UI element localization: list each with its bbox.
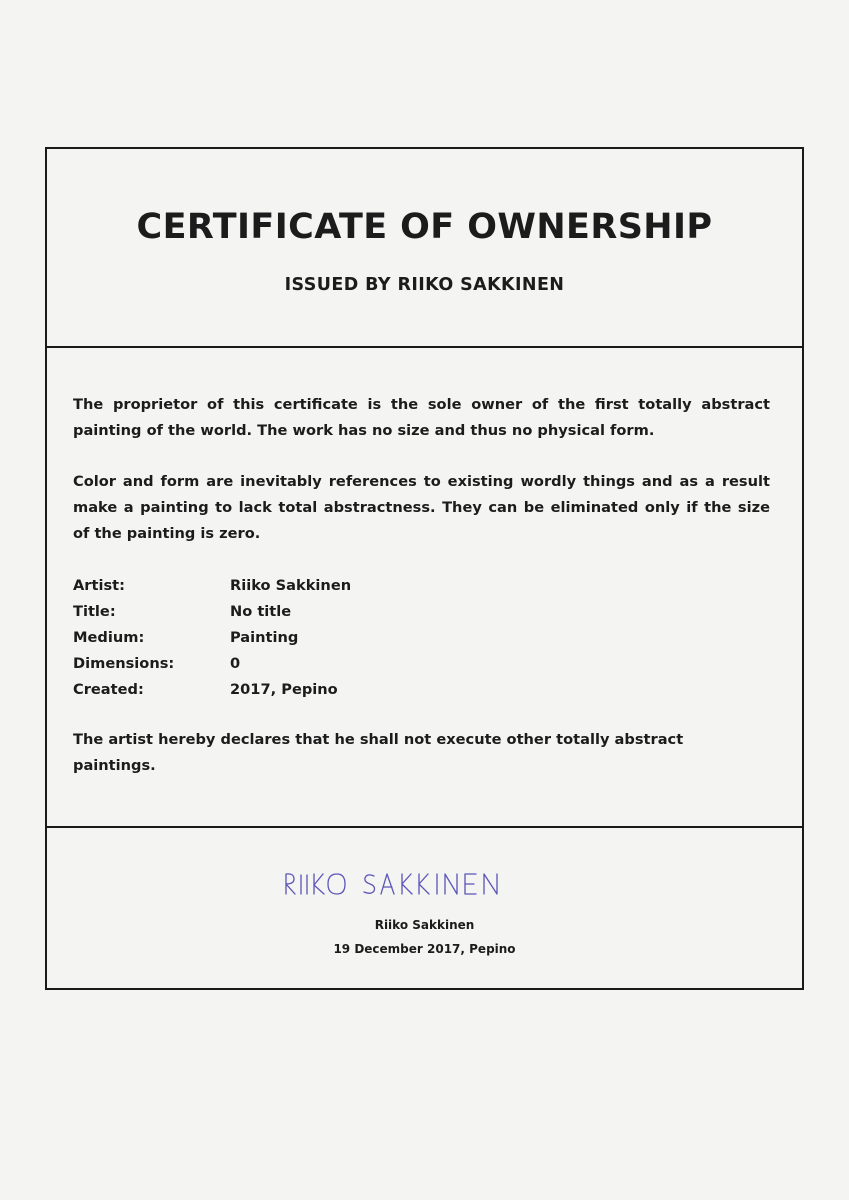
detail-label: Medium: bbox=[73, 629, 145, 646]
detail-row-created bbox=[73, 677, 673, 703]
certificate-header bbox=[47, 149, 802, 348]
detail-value: Riiko Sakkinen bbox=[230, 577, 352, 594]
detail-label: Artist: bbox=[73, 577, 125, 594]
detail-value: 2017, Pepino bbox=[230, 681, 338, 698]
detail-value: Painting bbox=[230, 629, 299, 646]
detail-label: Created: bbox=[73, 681, 144, 698]
handwritten-signature bbox=[282, 866, 542, 898]
certificate-body bbox=[47, 348, 802, 828]
signature-date-place: 19 December 2017, Pepino bbox=[333, 942, 516, 956]
detail-row-title bbox=[73, 599, 673, 625]
abstractness-paragraph: Color and form are inevitably references to existing wordly things and as a result make a painting to lack total abstractness. They can be eliminated only if the size of the painting is zero. bbox=[73, 473, 770, 542]
certificate-frame bbox=[45, 147, 804, 990]
detail-label: Dimensions: bbox=[73, 655, 175, 672]
detail-value: 0 bbox=[230, 655, 241, 672]
detail-label: Title: bbox=[73, 603, 116, 620]
ownership-paragraph: The proprietor of this certificate is the sole owner of the first totally abstract painting of the world. The work has no size and thus no physical form. bbox=[73, 396, 770, 439]
declaration-paragraph: The artist hereby declares that he shall not execute other totally abstract paintings. bbox=[73, 731, 684, 774]
detail-row-dimensions bbox=[73, 651, 673, 677]
signatory-name: Riiko Sakkinen bbox=[374, 918, 475, 932]
signature-section bbox=[47, 828, 802, 988]
artwork-details bbox=[73, 573, 673, 703]
detail-row-medium bbox=[73, 625, 673, 651]
detail-row-artist bbox=[73, 573, 673, 599]
certificate-subtitle: ISSUED BY RIIKO SAKKINEN bbox=[284, 275, 565, 295]
certificate-title: CERTIFICATE OF OWNERSHIP bbox=[136, 207, 713, 247]
detail-value: No title bbox=[230, 603, 292, 620]
